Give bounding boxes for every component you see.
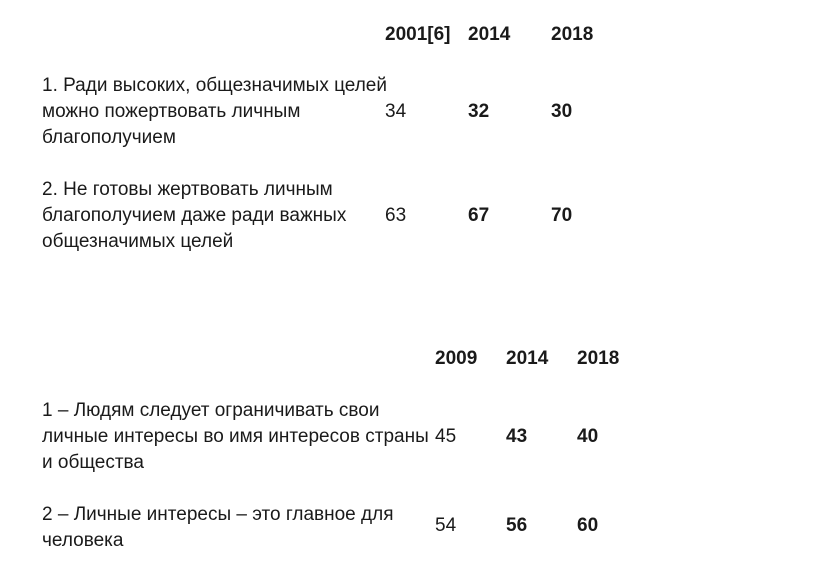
- table1-row-2-value-2: 67: [468, 205, 490, 226]
- table2-header-year-3: 2018: [577, 348, 620, 369]
- table2-header-year-2: 2014: [506, 348, 549, 369]
- table2-header-year-1: 2009: [435, 348, 478, 369]
- table2-row-1-value-1: 45: [435, 426, 457, 447]
- table2-row-1-value-2: 43: [506, 426, 528, 447]
- table2-row-2-value-1: 54: [435, 515, 457, 536]
- table1-header-year-1: 2001[6]: [385, 24, 451, 45]
- table1-row-2-value-3: 70: [551, 205, 573, 226]
- table1-row-1-value-1: 34: [385, 101, 407, 122]
- table1-row-1-value-2: 32: [468, 101, 490, 122]
- table2-row-2-value-2: 56: [506, 515, 528, 536]
- table2-row-1-value-3: 40: [577, 426, 599, 447]
- table1-row-2-label: 2. Не готовы жертвовать личным благополучием даже ради важных общезначимых целей: [42, 179, 347, 252]
- table2-row-1-label: 1 – Людям следует ограничивать свои личные интересы во имя интересов страны и общества: [42, 400, 429, 473]
- table1-header-year-2: 2014: [468, 24, 511, 45]
- table1-row-1-value-3: 30: [551, 101, 573, 122]
- table2-row-2-label: 2 – Личные интересы – это главное для человека: [42, 504, 394, 551]
- table1-row-2-value-1: 63: [385, 205, 407, 226]
- table2-row-2-value-3: 60: [577, 515, 599, 536]
- table1-row-1-label: 1. Ради высоких, общезначимых целей можно пожертвовать личным благополучием: [42, 75, 387, 148]
- table1-header-year-3: 2018: [551, 24, 594, 45]
